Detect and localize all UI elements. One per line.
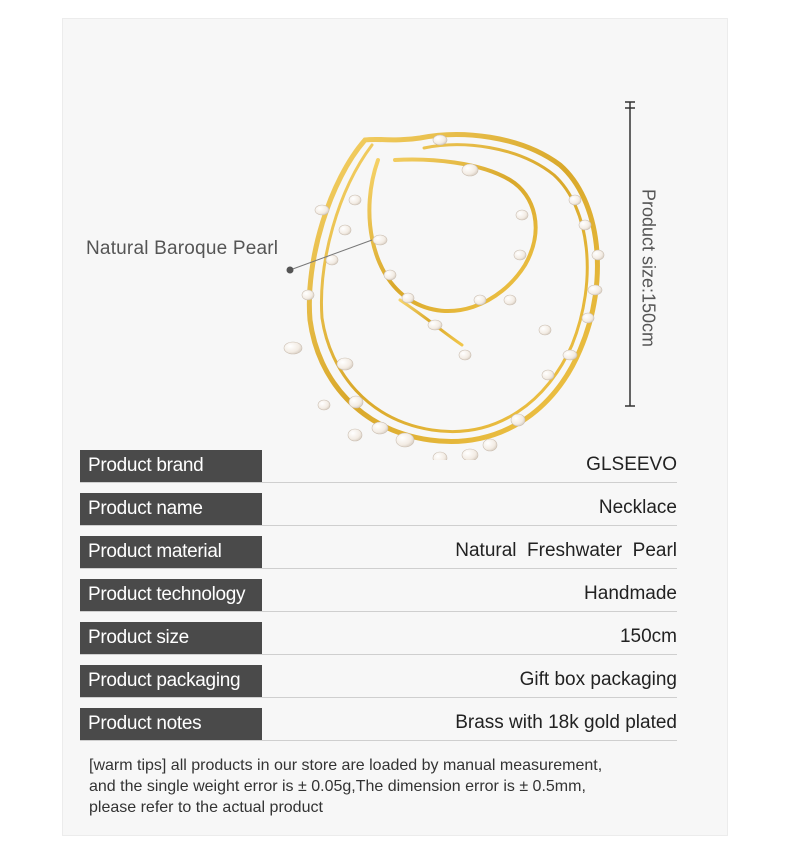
notes-line: and the single weight error is ± 0.05g,The dimension error is ± 0.5mm, xyxy=(89,778,586,795)
spec-value: Gift box packaging xyxy=(519,669,677,690)
spec-value: Natural Freshwater Pearl xyxy=(455,540,677,561)
spec-label: Product brand xyxy=(80,450,262,482)
spec-label: Product size xyxy=(80,622,262,654)
spec-value: 150cm xyxy=(619,626,677,647)
spec-row-notes xyxy=(80,708,677,741)
size-measure-line xyxy=(625,102,635,406)
pearls xyxy=(284,135,604,460)
spec-row-brand xyxy=(80,450,677,483)
spec-label: Product notes xyxy=(80,708,262,740)
necklace-outer-strand xyxy=(309,135,597,442)
spec-label: Product name xyxy=(80,493,262,525)
spec-row-packaging xyxy=(80,665,677,698)
spec-label: Product packaging xyxy=(80,665,262,697)
spec-row-name xyxy=(80,493,677,526)
spec-row-material xyxy=(80,536,677,569)
notes-line: please refer to the actual product xyxy=(89,799,323,816)
spec-row-technology xyxy=(80,579,677,612)
spec-label: Product material xyxy=(80,536,262,568)
product-size-label: Product size:150cm xyxy=(638,188,659,348)
spec-value: Necklace xyxy=(598,497,677,518)
notes-line: [warm tips] all products in our store are loaded by manual measurement, xyxy=(89,757,603,774)
warm-tips-notes xyxy=(89,755,689,818)
necklace-inner-strand xyxy=(369,160,535,345)
callout-label: Natural Baroque Pearl xyxy=(86,238,279,259)
spec-value: Handmade xyxy=(584,583,677,604)
spec-row-size xyxy=(80,622,677,655)
spec-value: GLSEEVO xyxy=(586,454,677,475)
spec-value: Brass with 18k gold plated xyxy=(455,712,677,733)
spec-label: Product technology xyxy=(80,579,262,611)
